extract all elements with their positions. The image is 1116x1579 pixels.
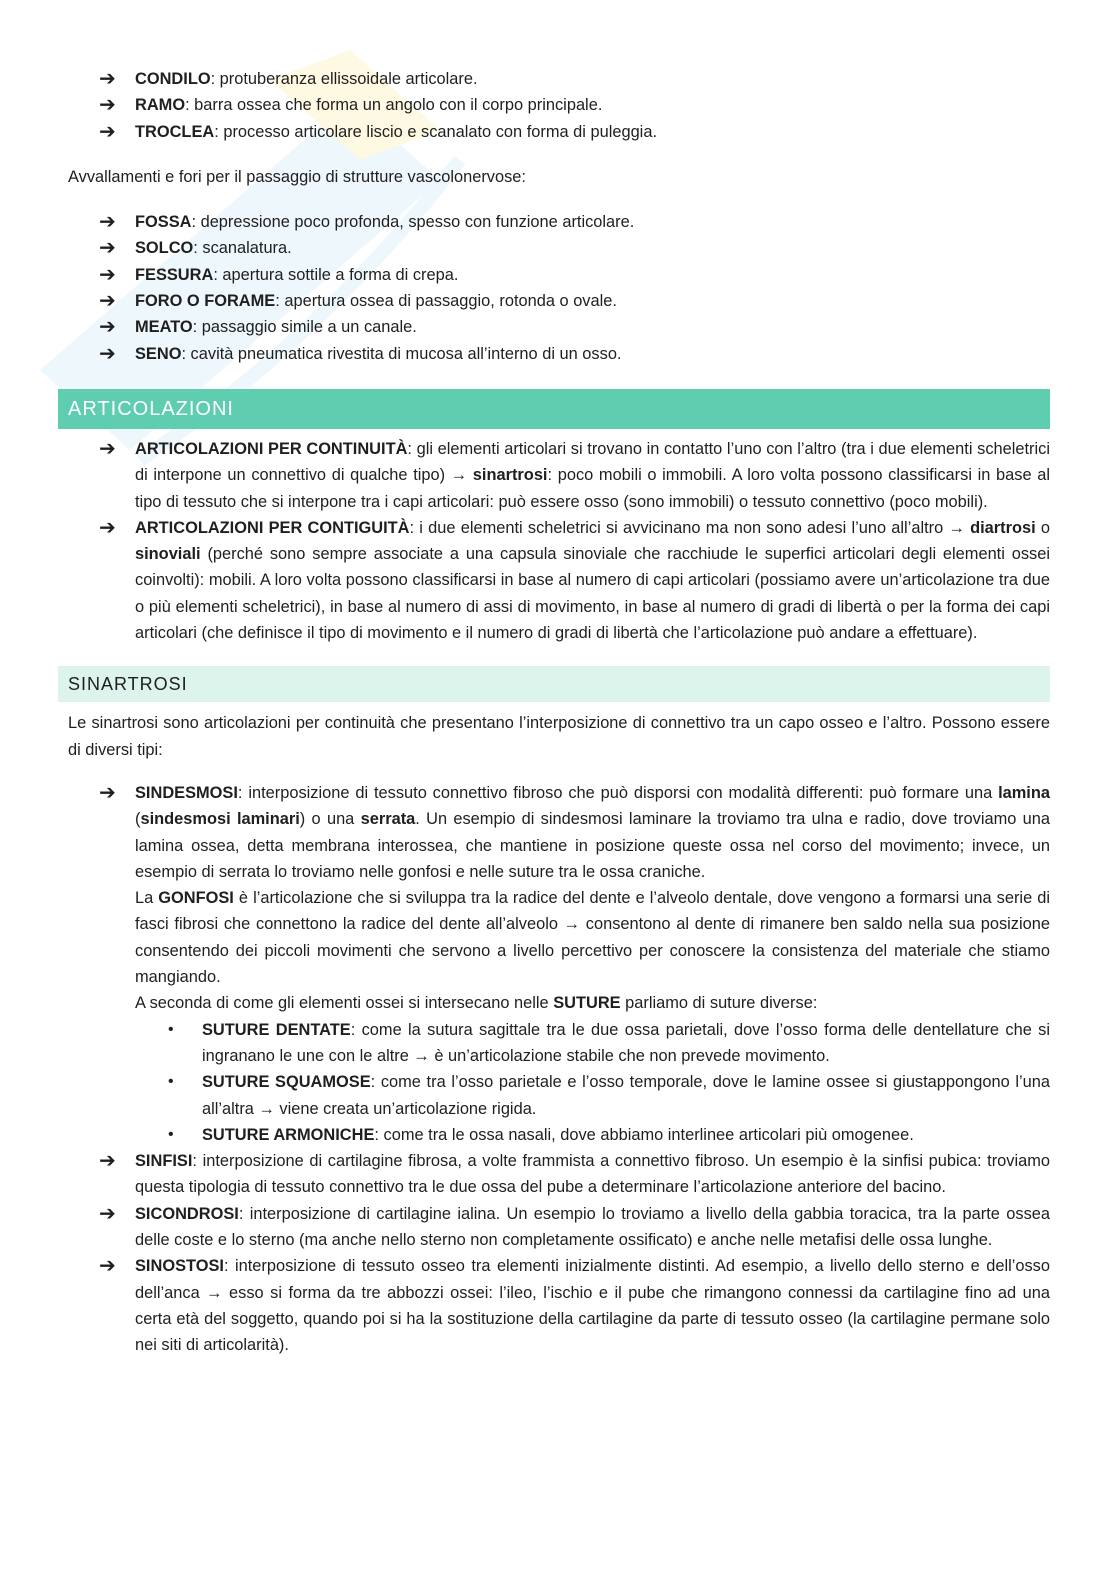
term: diartrosi — [970, 518, 1036, 537]
term: FESSURA — [135, 265, 214, 284]
text: parliamo di suture diverse: — [620, 994, 818, 1013]
arrow-icon: ➔ — [99, 781, 116, 804]
arrow-icon: ➔ — [99, 211, 116, 234]
arrow-icon: ➔ — [99, 342, 116, 365]
list-item — [135, 1069, 1050, 1122]
section-heading-sinartrosi: SINARTROSI — [58, 666, 1050, 702]
list-item — [68, 1148, 1050, 1201]
term: TROCLEA — [135, 122, 215, 141]
list-item — [68, 92, 1050, 118]
term: SENO — [135, 344, 182, 363]
arrow-icon: ➔ — [99, 1202, 116, 1225]
arrow-icon: ➔ — [99, 1150, 116, 1173]
text: A seconda di come gli elementi ossei si intersecano nelle — [135, 994, 554, 1013]
definition: : barra ossea che forma un angolo con il corpo principale. — [185, 96, 603, 115]
list-item — [68, 1201, 1050, 1254]
definition: : come tra l’osso parietale e l’osso temporale, dove le lamine ossee si giustappongono l’una all’altra → viene creata un’articolazione rigida. — [202, 1073, 1050, 1118]
definition: : apertura ossea di passaggio, rotonda o ovale. — [275, 292, 617, 311]
definition: : scanalatura. — [193, 239, 292, 258]
suture-paragraph — [135, 990, 1050, 1016]
definition: : apertura sottile a forma di crepa. — [213, 265, 459, 284]
text: : poco mobili o immobili. A loro volta possono classificarsi in base al tipo di tessuto che si interpone tra i capi articolari: può essere osso (sono immobili) o tessuto connettivo (poco mobili). — [135, 466, 1050, 511]
definition: : come la sutura sagittale tra le due ossa parietali, dove l’osso forma delle dentellature che si ingranano le une con le altre → è un’articolazione stabile che non prevede movimento. — [202, 1020, 1050, 1065]
definition: : interposizione di cartilagine ialina. Un esempio lo troviamo a livello della gabbia toracica, tra la parte ossea delle coste e lo sterno (ma anche nello sterno non completamente ossificato) e anche nelle metafisi delle ossa lunghe. — [135, 1204, 1050, 1249]
text: ( — [135, 810, 141, 829]
bullet-icon: • — [168, 1020, 174, 1038]
definition: : passaggio simile a un canale. — [192, 318, 417, 337]
text: . Un esempio di sindesmosi laminare la troviamo tra ulna e radio, dove troviamo una lamina ossea, detta membrana interossea, che mantiene in posizione queste ossa nel corso del movimento; invece, un esempio di serrata lo troviamo nelle gonfosi e nelle suture tra le ossa craniche. — [135, 810, 1050, 881]
term: MEATO — [135, 318, 193, 337]
document-content — [68, 66, 1050, 1358]
list-item — [68, 235, 1050, 261]
sinartrosi-intro: Le sinartrosi sono articolazioni per continuità che presentano l’interposizione di connettivo tra un capo osseo e l’altro. Possono essere di diversi tipi: — [68, 714, 1050, 759]
sutures-list — [135, 1017, 1050, 1148]
term: RAMO — [135, 96, 186, 115]
term: FORO O FORAME — [135, 292, 276, 311]
cavities-list — [68, 209, 1050, 367]
term: SINFISI — [135, 1152, 193, 1171]
text: : i due elementi scheletrici si avvicinano ma non sono adesi l’uno all’altro → — [409, 518, 971, 537]
bullet-icon: • — [168, 1073, 174, 1091]
term: sinoviali — [135, 545, 201, 564]
list-item — [68, 66, 1050, 92]
list-item — [68, 515, 1050, 646]
term: SINDESMOSI — [135, 783, 238, 802]
definition: : depressione poco profonda, spesso con funzione articolare. — [191, 213, 635, 232]
list-item — [68, 780, 1050, 1148]
arrow-icon: ➔ — [99, 263, 116, 286]
list-item — [135, 1122, 1050, 1148]
definition: : interposizione di cartilagine fibrosa, a volte frammista a connettivo fibroso. Un esempio è la sinfisi pubica: troviamo questa tipologia di tessuto connettivo tra le due ossa del pube a determinare l’articolazione anteriore del bacino. — [135, 1152, 1050, 1197]
term: SOLCO — [135, 239, 194, 258]
term: SUTURE ARMONICHE — [202, 1125, 375, 1144]
intro-paragraph: Avvallamenti e fori per il passaggio di strutture vascolonervose: — [68, 167, 526, 186]
arrow-icon: ➔ — [99, 68, 116, 90]
text: : gli elementi articolari si trovano in contatto l’uno con l’altro (tra i due elementi scheletrici di interpone un connettivo di qualche tipo) → — [135, 439, 1050, 485]
section-heading-articolazioni: ARTICOLAZIONI — [58, 389, 1050, 429]
text: : interposizione di tessuto connettivo fibroso che può disporsi con modalità differenti: può formare una — [237, 783, 999, 802]
term: SINOSTOSI — [135, 1257, 224, 1276]
definition: : cavità pneumatica rivestita di mucosa all’interno di un osso. — [181, 344, 622, 363]
term: CONDILO — [135, 70, 211, 88]
arrow-icon: ➔ — [99, 1255, 116, 1278]
arrow-icon: ➔ — [99, 120, 116, 143]
list-item — [68, 119, 1050, 145]
term: serrata — [360, 810, 416, 829]
term: SUTURE — [553, 994, 621, 1013]
articolazioni-list — [68, 436, 1050, 646]
definition: : processo articolare liscio e scanalato con forma di puleggia. — [214, 122, 657, 141]
list-item — [68, 1253, 1050, 1358]
term: ARTICOLAZIONI PER CONTIGUITÀ — [135, 518, 410, 537]
list-item — [68, 314, 1050, 340]
arrow-icon: ➔ — [99, 290, 116, 313]
definition: : come tra le ossa nasali, dove abbiamo interlinee articolari più omogenee. — [374, 1125, 914, 1144]
sinartrosi-list — [68, 780, 1050, 1359]
term: sindesmosi laminari — [140, 810, 300, 829]
list-item — [68, 341, 1050, 367]
gonfosi-paragraph — [135, 885, 1050, 990]
list-item — [68, 262, 1050, 288]
arrow-icon: ➔ — [99, 316, 116, 339]
text: ) o una — [299, 810, 361, 829]
arrow-icon: ➔ — [99, 437, 116, 460]
term: FOSSA — [135, 213, 192, 232]
text: è l’articolazione che si sviluppa tra la radice del dente e l’alveolo dentale, dove vengono a formarsi una serie di fasci fibrosi che connettono la radice del dente all’alveolo → consentono al dente di rimanere ben saldo nella sua posizione consentendo dei piccoli movimenti che servono a livello percettivo per conoscere la consistenza del materiale che stiamo mangiando. — [135, 889, 1050, 987]
bullet-icon: • — [168, 1125, 174, 1143]
term: sinartrosi — [472, 466, 548, 485]
arrow-icon: ➔ — [99, 94, 116, 117]
arrow-icon: ➔ — [99, 516, 116, 539]
term: GONFOSI — [158, 889, 234, 908]
definition: : interposizione di tessuto osseo tra elementi inizialmente distinti. Ad esempio, a livello dello sterno e dell’osso dell’anca → esso si forma da tre abbozzi ossei: l’ileo, l’ischio e il pube che rimangono connessi da cartilagine fino ad una certa età del soggetto, quando poi si ha la sostituzione della cartilagine da parte di tessuto osseo (la cartilagine permane solo nei siti di articolarità). — [135, 1257, 1050, 1355]
list-item — [68, 436, 1050, 515]
list-item — [135, 1017, 1050, 1070]
text: La — [135, 889, 159, 908]
text: o — [1035, 518, 1050, 537]
list-item — [68, 209, 1050, 235]
term: SUTURE DENTATE — [202, 1020, 351, 1039]
bone-features-list — [68, 66, 1050, 145]
term: SUTURE SQUAMOSE — [202, 1073, 371, 1092]
term: ARTICOLAZIONI PER CONTINUITÀ — [135, 439, 408, 458]
definition: : protuberanza ellissoidale articolare. — [210, 70, 478, 88]
term: SICONDROSI — [135, 1204, 239, 1223]
term: lamina — [998, 783, 1050, 802]
text: (perché sono sempre associate a una capsula sinoviale che racchiude le superfici articolari degli elementi ossei coinvolti): mobili. A loro volta possono classificarsi in base al numero di capi articolari (possiamo avere un’articolazione tra due o più elementi scheletrici), in base al numero di assi di movimento, in base al numero di gradi di libertà o per la forma dei capi articolari (che definisce il tipo di movimento e il numero di gradi di libertà che l’articolazione può andare a effettuare). — [135, 545, 1050, 643]
arrow-icon: ➔ — [99, 237, 116, 260]
list-item — [68, 288, 1050, 314]
